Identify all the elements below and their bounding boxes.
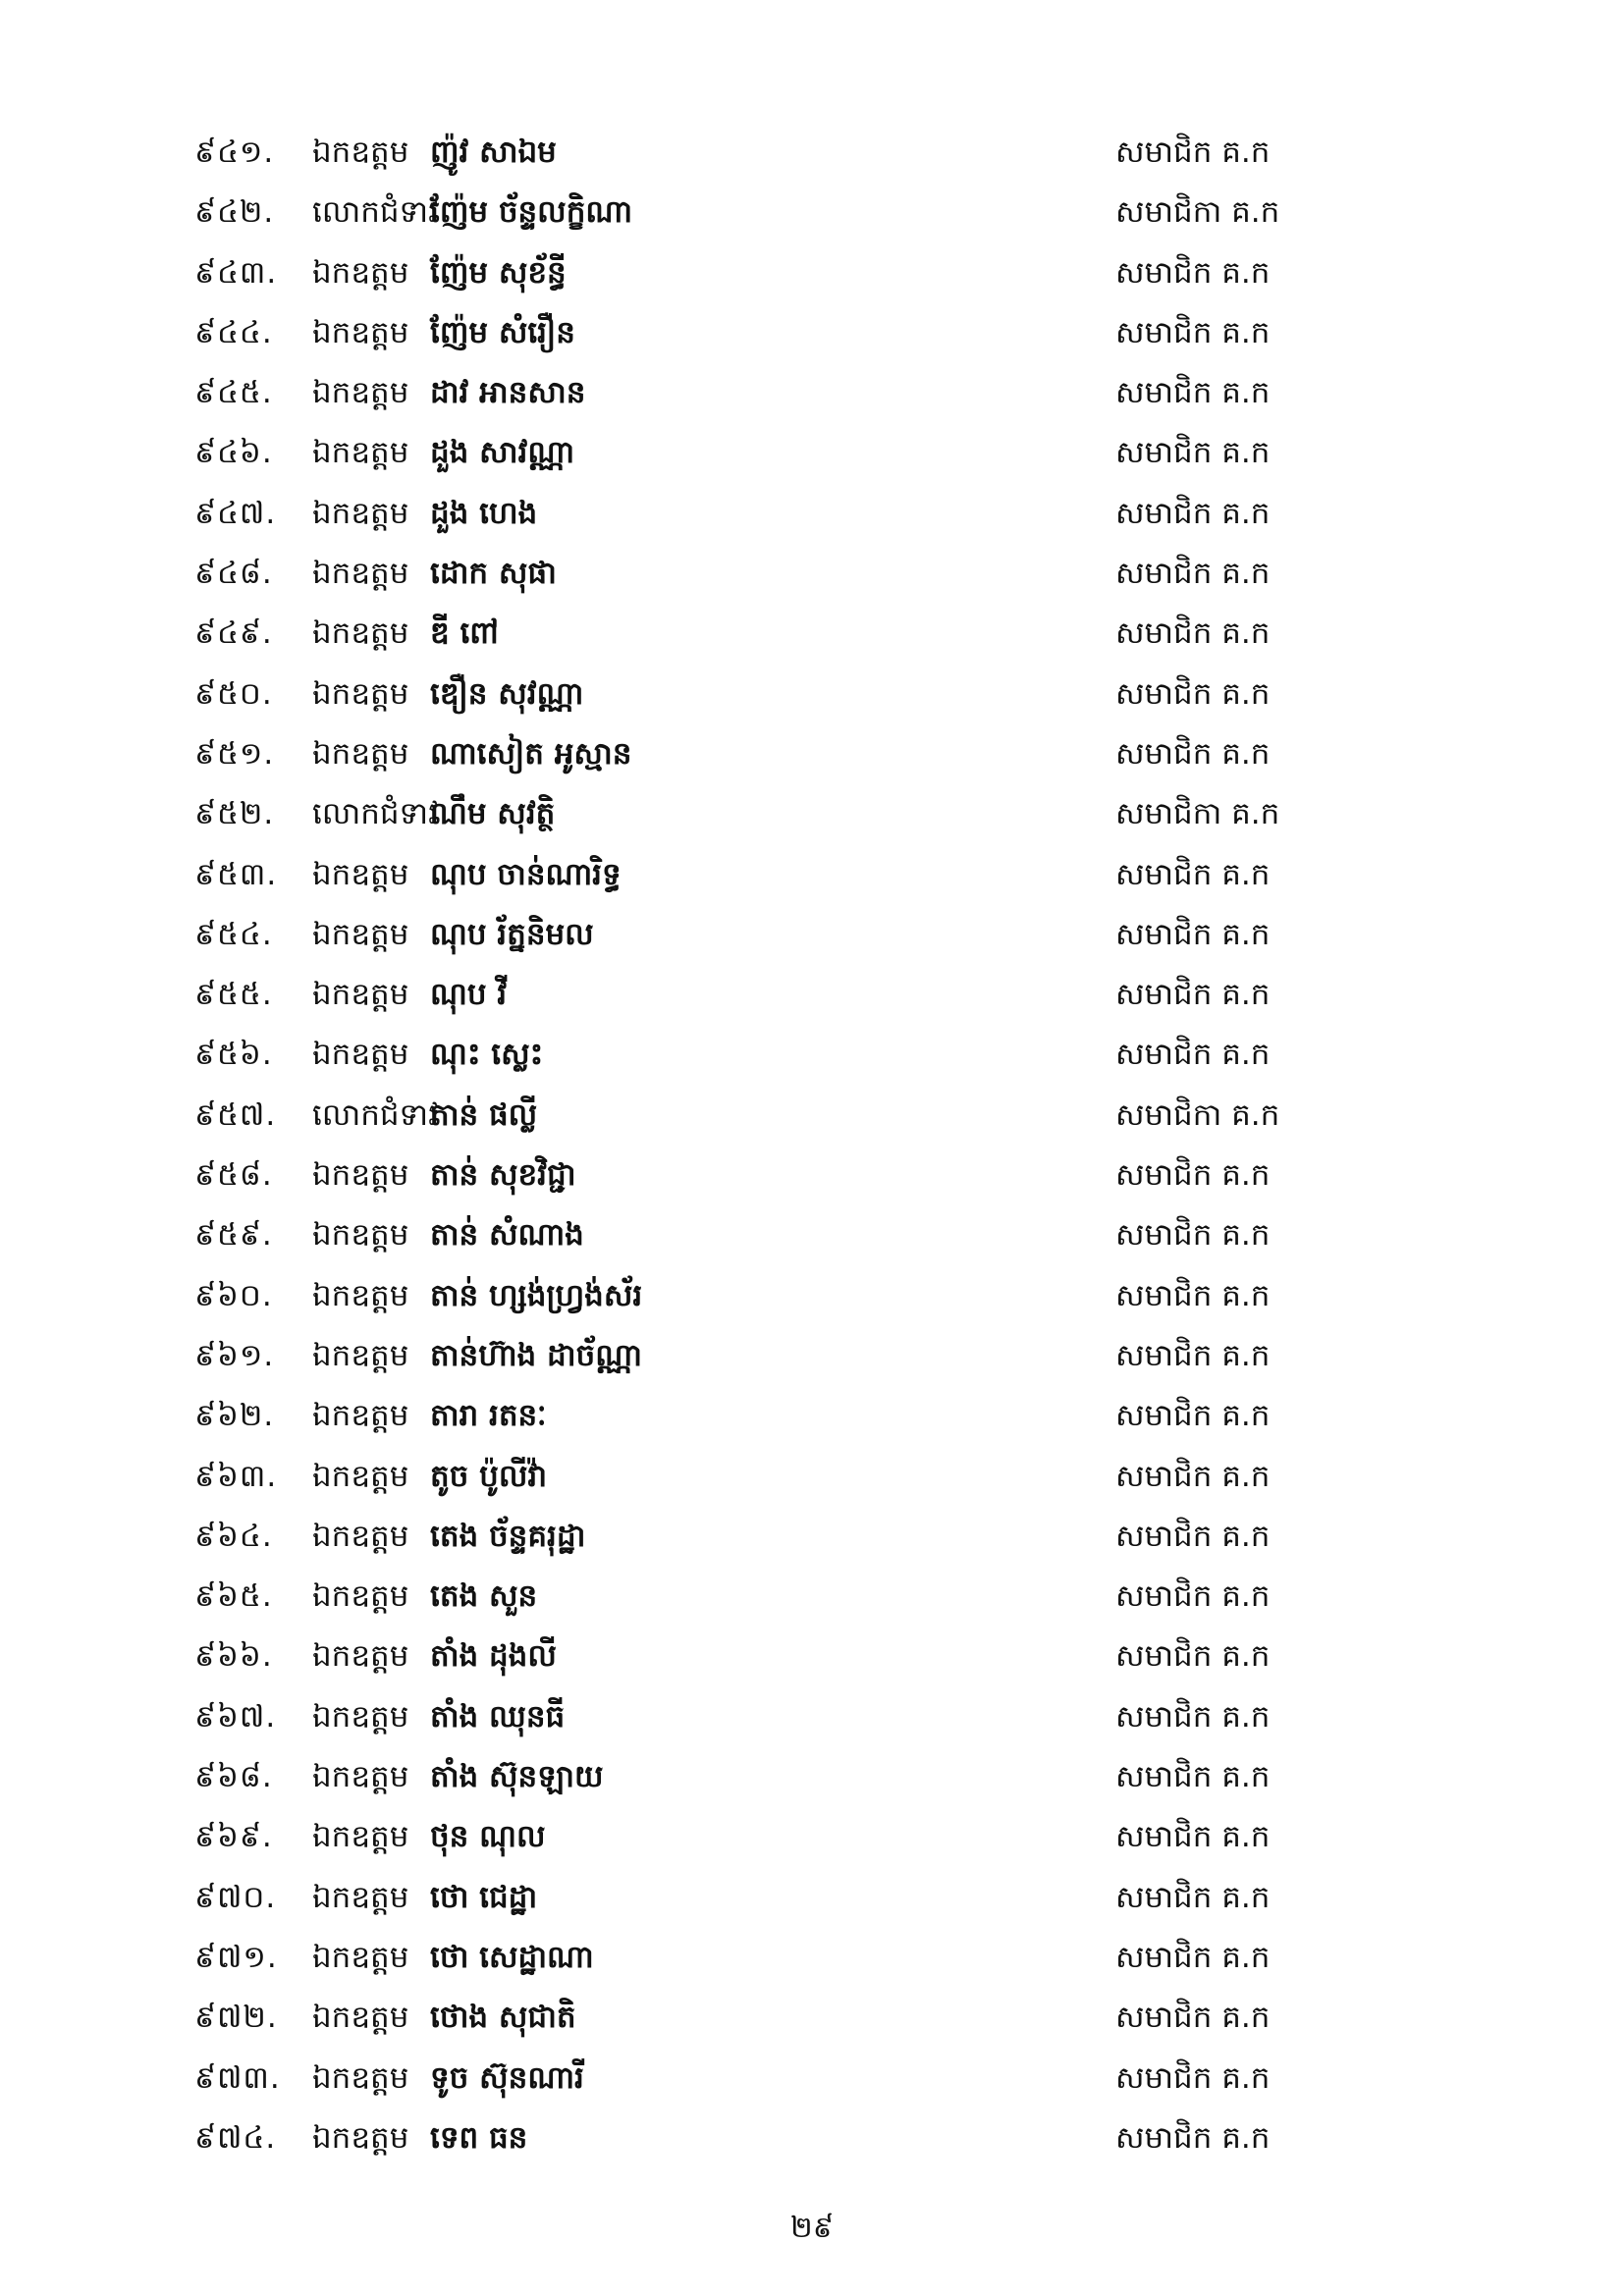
item-number: ៩៥៤. xyxy=(194,916,273,952)
item-number: ៩៤៣. xyxy=(194,254,278,291)
item-number: ៩៥១. xyxy=(194,735,275,772)
list-item xyxy=(0,423,1624,483)
list-item xyxy=(0,123,1624,183)
member-position: សមាជិក គ.ក xyxy=(1115,134,1271,170)
item-number: ៩៦៦. xyxy=(194,1638,273,1675)
list-item xyxy=(0,2109,1624,2168)
honorific-title: ឯកឧត្តម xyxy=(312,134,409,170)
member-name: តាន់ សំណាង xyxy=(430,1217,584,1254)
member-name: ថោង សុជាតិ xyxy=(430,2000,576,2036)
member-name: ដាវ អានសាន xyxy=(430,375,586,411)
list-item xyxy=(0,1326,1624,1386)
member-position: សមាជិក គ.ក xyxy=(1115,1217,1271,1254)
member-position: សមាជិក គ.ក xyxy=(1115,1638,1271,1675)
member-name: ណុះ ស្លេះ xyxy=(430,1037,544,1073)
honorific-title: ឯកឧត្តម xyxy=(312,1578,409,1615)
honorific-title: ឯកឧត្តម xyxy=(312,615,409,652)
member-position: សមាជិក គ.ក xyxy=(1115,1337,1271,1373)
honorific-title: ឯកឧត្តម xyxy=(312,1819,409,1855)
member-position: សមាជិក គ.ក xyxy=(1115,615,1271,652)
honorific-title: ឯកឧត្តម xyxy=(312,1398,409,1434)
member-position: សមាជិក គ.ក xyxy=(1115,1819,1271,1855)
honorific-title: ឯកឧត្តម xyxy=(312,2000,409,2036)
item-number: ៩៥៨. xyxy=(194,1157,273,1194)
member-name: តាន់ ហ្សង់ហ្វ្រង់ស័រ xyxy=(430,1277,643,1313)
list-item xyxy=(0,1025,1624,1085)
item-number: ៩៤២. xyxy=(194,194,275,231)
honorific-title: ឯកឧត្តម xyxy=(312,977,409,1013)
list-item xyxy=(0,484,1624,544)
member-name: ញ៉ែម ច័ន្ទលក្ខិណា xyxy=(430,194,633,231)
honorific-title: ឯកឧត្តម xyxy=(312,254,409,291)
list-item xyxy=(0,1928,1624,1988)
member-name: ថោ សេដ្ឋាណា xyxy=(430,1939,594,1975)
member-position: សមាជិក គ.ក xyxy=(1115,1398,1271,1434)
member-name: តូច ប៉ូលីវ៉ា xyxy=(430,1458,548,1494)
member-name: ទេព ធន xyxy=(430,2119,528,2156)
list-item xyxy=(0,243,1624,303)
member-name: ញ៉ូវ សាឯម xyxy=(430,134,557,170)
item-number: ៩៥៧. xyxy=(194,1096,277,1133)
honorific-title: ឯកឧត្តម xyxy=(312,1157,409,1194)
item-number: ៩៤៩. xyxy=(194,615,273,652)
member-position: សមាជិក គ.ក xyxy=(1115,1458,1271,1494)
item-number: ៩៤៨. xyxy=(194,556,273,592)
honorific-title: លោកជំទាវ xyxy=(312,1096,438,1133)
member-position: សមាជិក គ.ក xyxy=(1115,1939,1271,1975)
honorific-title: ឯកឧត្តម xyxy=(312,856,409,892)
member-name: តេង សួន xyxy=(430,1578,538,1615)
member-name: ថោ ជេដ្ឋា xyxy=(430,1879,538,1915)
item-number: ៩៥៦. xyxy=(194,1037,273,1073)
member-position: សមាជិក គ.ក xyxy=(1115,1759,1271,1795)
member-position: សមាជិក គ.ក xyxy=(1115,735,1271,772)
item-number: ៩៦៥. xyxy=(194,1578,273,1615)
member-position: សមាជិក គ.ក xyxy=(1115,1518,1271,1554)
item-number: ៩៤៥. xyxy=(194,375,273,411)
honorific-title: ឯកឧត្តម xyxy=(312,314,409,350)
list-item xyxy=(0,845,1624,905)
honorific-title: ឯកឧត្តម xyxy=(312,435,409,471)
member-name: តាន់ហ៊ាង ដាច័ណ្ណា xyxy=(430,1337,642,1373)
member-name: ថុន ណុល xyxy=(430,1819,546,1855)
list-item xyxy=(0,965,1624,1025)
member-name: ដួង សាវណ្ណា xyxy=(430,435,575,471)
list-item xyxy=(0,1988,1624,2048)
honorific-title: ឯកឧត្តម xyxy=(312,1698,409,1735)
list-item xyxy=(0,1868,1624,1928)
honorific-title: ឯកឧត្តម xyxy=(312,1337,409,1373)
member-position: សមាជិក គ.ក xyxy=(1115,1578,1271,1615)
member-position: សមាជិក គ.ក xyxy=(1115,675,1271,712)
list-item xyxy=(0,1747,1624,1807)
honorific-title: ឯកឧត្តម xyxy=(312,1458,409,1494)
member-position: សមាជិកា គ.ក xyxy=(1115,796,1280,832)
honorific-title: លោកជំទាវ xyxy=(312,194,438,231)
member-name: ឌឿន សុវណ្ណា xyxy=(430,675,584,712)
member-position: សមាជិក គ.ក xyxy=(1115,2119,1271,2156)
list-item xyxy=(0,1205,1624,1265)
member-position: សមាជិក គ.ក xyxy=(1115,1879,1271,1915)
item-number: ៩៦១. xyxy=(194,1337,275,1373)
honorific-title: ឯកឧត្តម xyxy=(312,1217,409,1254)
item-number: ៩៧៣. xyxy=(194,2059,281,2096)
item-number: ៩៤១. xyxy=(194,134,275,170)
member-name: ណុប វី xyxy=(430,977,508,1013)
list-item xyxy=(0,1146,1624,1205)
member-name: ញ៉ែម សំរឿន xyxy=(430,314,575,350)
honorific-title: ឯកឧត្តម xyxy=(312,1939,409,1975)
list-item xyxy=(0,724,1624,784)
honorific-title: ឯកឧត្តម xyxy=(312,556,409,592)
member-name: ណាសៀត អូស្មាន xyxy=(430,735,632,772)
item-number: ៩៤៦. xyxy=(194,435,273,471)
member-position: សមាជិក គ.ក xyxy=(1115,1698,1271,1735)
member-position: សមាជិក គ.ក xyxy=(1115,1037,1271,1073)
item-number: ៩៦០. xyxy=(194,1277,273,1313)
member-name: តារា រតនៈ xyxy=(430,1398,547,1434)
member-name: តេង ច័ន្ទគរុដ្ឋា xyxy=(430,1518,586,1554)
honorific-title: ឯកឧត្តម xyxy=(312,1879,409,1915)
honorific-title: ឯកឧត្តម xyxy=(312,1759,409,1795)
item-number: ៩៦២. xyxy=(194,1398,275,1434)
member-name: តាំង ស៊ុនឡាយ xyxy=(430,1759,604,1795)
list-item xyxy=(0,1386,1624,1446)
member-position: សមាជិកា គ.ក xyxy=(1115,194,1280,231)
list-item xyxy=(0,604,1624,664)
honorific-title: ឯកឧត្តម xyxy=(312,675,409,712)
member-position: សមាជិក គ.ក xyxy=(1115,2059,1271,2096)
honorific-title: ឯកឧត្តម xyxy=(312,1518,409,1554)
member-name: ណុប រ័ត្ននិមល xyxy=(430,916,594,952)
list-item xyxy=(0,784,1624,844)
member-name: ដួង ហេង xyxy=(430,495,538,531)
honorific-title: ឯកឧត្តម xyxy=(312,375,409,411)
honorific-title: ឯកឧត្តម xyxy=(312,2119,409,2156)
item-number: ៩៧២. xyxy=(194,2000,278,2036)
list-item xyxy=(0,303,1624,363)
member-name: ណុប ចាន់ណារិទ្ធ xyxy=(430,856,622,892)
member-name: តាំង ឈុនធី xyxy=(430,1698,566,1735)
member-position: សមាជិក គ.ក xyxy=(1115,314,1271,350)
list-item xyxy=(0,665,1624,724)
honorific-title: ឯកឧត្តម xyxy=(312,1037,409,1073)
item-number: ៩៦៧. xyxy=(194,1698,277,1735)
member-position: សមាជិក គ.ក xyxy=(1115,977,1271,1013)
list-item xyxy=(0,1447,1624,1507)
member-name: ឌី ពៅ xyxy=(430,615,499,652)
item-number: ៩៥៩. xyxy=(194,1217,273,1254)
list-item xyxy=(0,1807,1624,1867)
item-number: ៩៦៣. xyxy=(194,1458,278,1494)
member-position: សមាជិក គ.ក xyxy=(1115,1277,1271,1313)
list-item xyxy=(0,905,1624,965)
item-number: ៩៥២. xyxy=(194,796,275,832)
honorific-title: ឯកឧត្តម xyxy=(312,2059,409,2096)
member-name: ដោក សុផា xyxy=(430,556,557,592)
item-number: ៩៥៥. xyxy=(194,977,273,1013)
member-name: តាន់ សុខវិជ្ជា xyxy=(430,1157,576,1194)
honorific-title: ឯកឧត្តម xyxy=(312,735,409,772)
list-item xyxy=(0,2049,1624,2109)
member-position: សមាជិក គ.ក xyxy=(1115,1157,1271,1194)
member-name: តាំង ដុងលី xyxy=(430,1638,557,1675)
honorific-title: ឯកឧត្តម xyxy=(312,1638,409,1675)
member-name: តាន់ ផល្លី xyxy=(430,1096,538,1133)
member-position: សមាជិក គ.ក xyxy=(1115,556,1271,592)
member-position: សមាជិក គ.ក xyxy=(1115,856,1271,892)
list-item xyxy=(0,183,1624,242)
honorific-title: ឯកឧត្តម xyxy=(312,1277,409,1313)
item-number: ៩៤៤. xyxy=(194,314,273,350)
member-position: សមាជិក គ.ក xyxy=(1115,375,1271,411)
item-number: ៩៦៤. xyxy=(194,1518,273,1554)
member-position: សមាជិក គ.ក xyxy=(1115,435,1271,471)
list-item xyxy=(0,1266,1624,1326)
member-position: សមាជិក គ.ក xyxy=(1115,916,1271,952)
member-position: សមាជិក គ.ក xyxy=(1115,495,1271,531)
member-list xyxy=(0,123,1624,2168)
item-number: ៩៦៩. xyxy=(194,1819,273,1855)
list-item xyxy=(0,544,1624,604)
item-number: ៩៧០. xyxy=(194,1879,277,1915)
member-position: សមាជិក គ.ក xyxy=(1115,2000,1271,2036)
member-position: សមាជិកា គ.ក xyxy=(1115,1096,1280,1133)
member-name: ទូច ស៊ុនណារី xyxy=(430,2059,584,2096)
list-item xyxy=(0,1567,1624,1627)
list-item xyxy=(0,1086,1624,1146)
page-number: ២៩ xyxy=(790,2211,834,2245)
item-number: ៩៧១. xyxy=(194,1939,278,1975)
item-number: ៩៦៨. xyxy=(194,1759,273,1795)
list-item xyxy=(0,1507,1624,1567)
member-position: សមាជិក គ.ក xyxy=(1115,254,1271,291)
item-number: ៩៤៧. xyxy=(194,495,277,531)
item-number: ៩៧៤. xyxy=(194,2119,277,2156)
honorific-title: ឯកឧត្តម xyxy=(312,916,409,952)
list-item xyxy=(0,363,1624,423)
honorific-title: លោកជំទាវ xyxy=(312,796,438,832)
list-item xyxy=(0,1627,1624,1686)
item-number: ៩៥៣. xyxy=(194,856,278,892)
member-name: ណឹម សុវត្ថិ xyxy=(430,796,556,832)
item-number: ៩៥០. xyxy=(194,675,273,712)
member-name: ញ៉ែម សុខ័ន្ធី xyxy=(430,254,567,291)
list-item xyxy=(0,1687,1624,1747)
honorific-title: ឯកឧត្តម xyxy=(312,495,409,531)
